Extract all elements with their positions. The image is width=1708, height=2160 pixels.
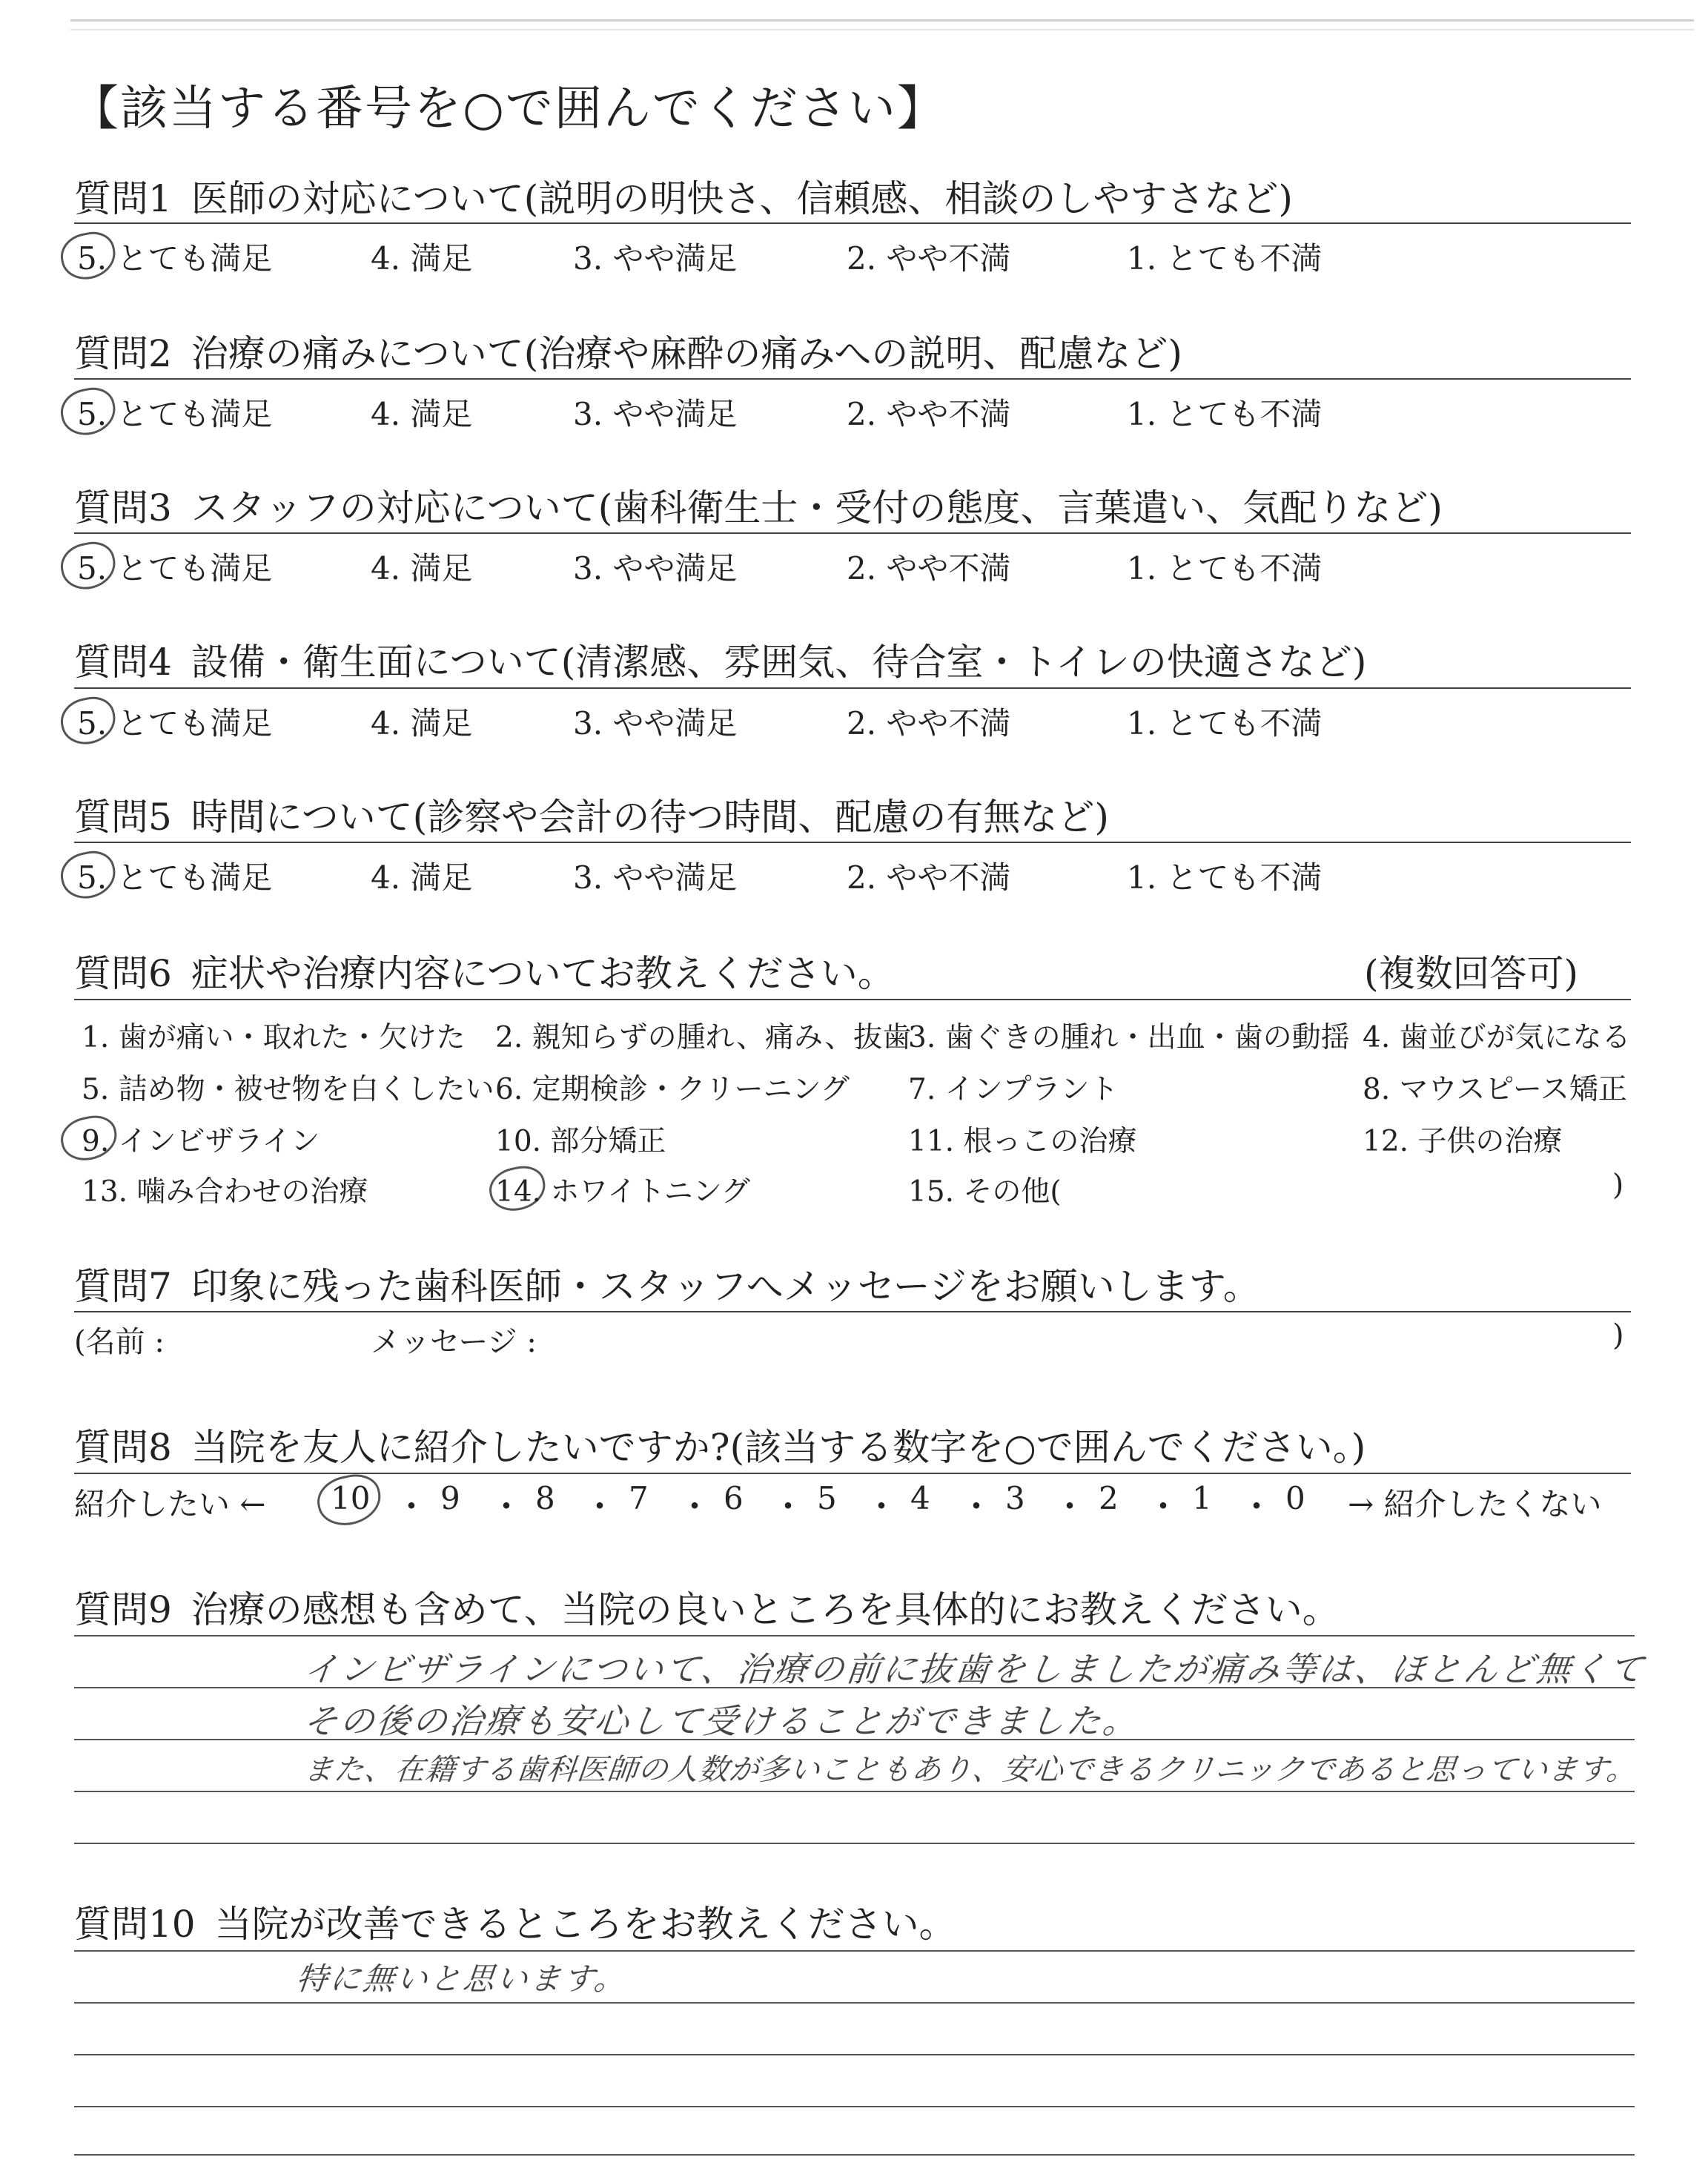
treatment-option[interactable]: 4. 歯並びが気になる [1363,1021,1631,1054]
message-label: メッセージ : [371,1325,537,1359]
question-text: スタッフの対応について(歯科衛生士・受付の態度、言葉遣い、気配りなど) [191,486,1443,529]
handwritten-answer-line: インビザラインについて、治療の前に抜歯をしましたが痛み等は、ほとんど無くて [301,1649,1648,1689]
question-title [74,478,1443,532]
writing-line [74,2054,1635,2055]
option-very-dissatisfied[interactable]: 1. とても不満 [1127,859,1323,896]
question-number: 質問2 [74,332,172,375]
question-text: 設備・衛生面について(清潔感、雰囲気、待合室・トイレの快適さなど) [191,641,1367,684]
question-title [74,1895,956,1948]
option-somewhat-dissatisfied[interactable]: 2. やや不満 [847,240,1011,277]
question-title [74,169,1293,222]
question-number: 質問9 [74,1588,172,1631]
handwritten-answer-line: また、在籍する歯科医師の人数が多いこともあり、安心できるクリニックであると思っています。 [302,1753,1639,1787]
treatment-option[interactable]: 5. 詰め物・被せ物を白くしたい [82,1073,494,1106]
scale-separator: ・ [771,1487,805,1527]
question-text: 治療の感想も含めて、当院の良いところを具体的にお教えください。 [191,1588,1340,1631]
writing-line [74,2002,1635,2004]
option-very-satisfied[interactable]: 5. とても満足 [77,240,273,277]
question-number: 質問4 [74,641,172,684]
option-very-dissatisfied[interactable]: 1. とても不満 [1127,240,1323,277]
question-text: 当院が改善できるところをお教えください。 [214,1903,956,1946]
scan-top-border [70,19,1694,30]
treatment-option[interactable]: 9. インビザライン [82,1125,320,1158]
treatment-option[interactable]: 11. 根っこの治療 [908,1125,1137,1158]
question-number: 質問6 [74,952,172,995]
option-satisfied[interactable]: 4. 満足 [371,859,473,896]
option-somewhat-satisfied[interactable]: 3. やや満足 [573,705,738,742]
scale-9[interactable]: 9 [440,1480,460,1516]
page-heading: 【該当する番号を○で囲んでください】 [71,82,946,136]
question-rule [74,687,1631,689]
scale-8[interactable]: 8 [535,1480,555,1516]
question-title [74,324,1182,377]
question-rule [74,842,1631,843]
scale-0[interactable]: 0 [1285,1480,1305,1516]
question-text: 当院を友人に紹介したいですか?(該当する数字を○で囲んでください。) [191,1426,1366,1469]
question-number: 質問1 [74,177,172,220]
question-text: 症状や治療内容についてお教えください。 [191,952,895,995]
treatment-option[interactable]: 8. マウスピース矯正 [1363,1073,1627,1106]
scale-separator: ・ [583,1487,617,1527]
question-title [74,1418,1366,1471]
option-somewhat-dissatisfied[interactable]: 2. やや不満 [847,396,1011,432]
treatment-option[interactable]: 1. 歯が痛い・取れた・欠けた [82,1021,466,1054]
option-somewhat-satisfied[interactable]: 3. やや満足 [573,240,738,277]
recommend-left-label: 紹介したい ← [74,1486,266,1522]
scale-3[interactable]: 3 [1005,1480,1025,1516]
writing-line [74,1843,1635,1844]
treatment-option[interactable]: 12. 子供の治療 [1363,1125,1563,1158]
writing-line [74,1635,1635,1636]
scale-2[interactable]: 2 [1099,1480,1119,1516]
option-somewhat-dissatisfied[interactable]: 2. やや不満 [847,550,1011,587]
option-somewhat-satisfied[interactable]: 3. やや満足 [573,550,738,587]
question-title [74,633,1366,686]
option-very-satisfied[interactable]: 5. とても満足 [77,705,273,742]
treatment-option[interactable]: 10. 部分矯正 [495,1125,666,1158]
writing-line [74,2154,1635,2156]
question-rule [74,999,1631,1000]
scale-separator: ・ [394,1487,428,1527]
option-somewhat-satisfied[interactable]: 3. やや満足 [573,396,738,432]
scale-10[interactable]: 10 [331,1480,371,1516]
question-text: 医師の対応について(説明の明快さ、信頼感、相談のしやすさなど) [191,177,1293,220]
name-label: (名前 : [74,1325,165,1359]
question-rule [74,378,1631,380]
question-text: 治療の痛みについて(治療や麻酔の痛みへの説明、配慮など) [191,332,1182,375]
other-close-paren: ) [1612,1169,1624,1202]
question-text: 印象に残った歯科医師・スタッフへメッセージをお願いします。 [191,1265,1260,1308]
option-somewhat-dissatisfied[interactable]: 2. やや不満 [847,859,1011,896]
option-very-dissatisfied[interactable]: 1. とても不満 [1127,396,1323,432]
option-very-satisfied[interactable]: 5. とても満足 [77,396,273,432]
scale-separator: ・ [1053,1487,1087,1527]
question-number: 質問5 [74,796,172,839]
question-title [74,1580,1340,1634]
scale-1[interactable]: 1 [1192,1480,1212,1516]
scale-separator: ・ [1146,1487,1180,1527]
option-very-satisfied[interactable]: 5. とても満足 [77,859,273,896]
question-title [74,787,1109,841]
question-rule [74,1473,1631,1474]
option-satisfied[interactable]: 4. 満足 [371,550,473,587]
writing-line [74,1791,1635,1792]
question-number: 質問10 [74,1903,196,1946]
scale-separator: ・ [678,1487,712,1527]
treatment-option[interactable]: 3. 歯ぐきの腫れ・出血・歯の動揺 [908,1021,1350,1054]
message-close-paren: ) [1612,1318,1624,1353]
scale-separator: ・ [1239,1487,1274,1527]
scale-separator: ・ [864,1487,898,1527]
writing-line [74,2106,1635,2107]
option-very-dissatisfied[interactable]: 1. とても不満 [1127,550,1323,587]
writing-line [74,1950,1635,1952]
question-number: 質問7 [74,1265,172,1308]
option-very-satisfied[interactable]: 5. とても満足 [77,550,273,587]
option-very-dissatisfied[interactable]: 1. とても不満 [1127,705,1323,742]
question-number: 質問8 [74,1426,172,1469]
treatment-option[interactable]: 6. 定期検診・クリーニング [495,1073,850,1106]
question-text: 時間について(診察や会計の待つ時間、配慮の有無など) [191,796,1109,839]
treatment-option[interactable]: 13. 噛み合わせの治療 [82,1175,368,1209]
question-title [74,1257,1260,1310]
option-somewhat-satisfied[interactable]: 3. やや満足 [573,859,738,896]
option-satisfied[interactable]: 4. 満足 [371,396,473,432]
recommend-right-label: → 紹介したくない [1348,1486,1602,1522]
scale-7[interactable]: 7 [629,1480,649,1516]
multiple-answers-note: (複数回答可) [1364,952,1579,995]
treatment-option[interactable]: 14. ホワイトニング [495,1175,750,1209]
scale-6[interactable]: 6 [724,1480,744,1516]
handwritten-answer-line: 特に無いと思います。 [294,1961,629,1997]
scale-4[interactable]: 4 [910,1480,930,1516]
handwritten-answer-line: その後の治療も安心して受けることができました。 [301,1701,1142,1741]
treatment-option[interactable]: 2. 親知らずの腫れ、痛み、抜歯 [495,1021,912,1054]
option-satisfied[interactable]: 4. 満足 [371,240,473,277]
scale-separator: ・ [959,1487,993,1527]
option-somewhat-dissatisfied[interactable]: 2. やや不満 [847,705,1011,742]
question-rule [74,1311,1631,1312]
treatment-option-other[interactable]: 15. その他( [908,1175,1062,1209]
question-rule [74,222,1631,224]
option-satisfied[interactable]: 4. 満足 [371,705,473,742]
question-rule [74,532,1631,534]
treatment-option[interactable]: 7. インプラント [908,1073,1119,1106]
question-number: 質問3 [74,486,172,529]
scale-separator: ・ [489,1487,523,1527]
scale-5[interactable]: 5 [817,1480,837,1516]
question-title [74,944,895,997]
